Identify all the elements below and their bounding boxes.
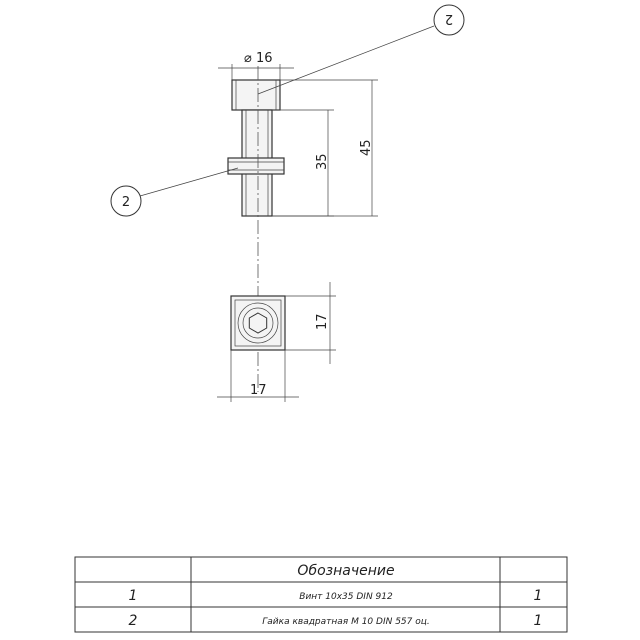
balloon-label-bolt: 2 — [444, 11, 454, 26]
dim-nut-width: 17 — [250, 383, 267, 398]
table-header: Обозначение — [297, 563, 395, 579]
dim-head-diameter-symbol: ⌀ — [244, 51, 252, 66]
row-1-num: 1 — [128, 588, 138, 604]
balloon-callouts — [111, 5, 464, 216]
spec-table — [75, 557, 567, 632]
row-1-qty: 1 — [533, 588, 543, 604]
row-1-name: Винт 10x35 DIN 912 — [299, 592, 393, 602]
row-2-qty: 1 — [533, 613, 543, 629]
bolt-head — [232, 80, 280, 110]
dim-nut-height: 17 — [315, 313, 330, 330]
row-2-name: Гайка квадратная М 10 DIN 557 оц. — [262, 617, 430, 627]
row-2-num: 2 — [128, 613, 138, 629]
square-nut-side — [228, 158, 284, 174]
dim-thread-length: 35 — [315, 153, 330, 170]
dim-head-diameter: 16 — [256, 51, 273, 66]
nut-top-view — [231, 296, 285, 350]
dim-total-length: 45 — [359, 139, 374, 156]
balloon-label-nut: 2 — [121, 195, 131, 210]
square-nut-top — [231, 296, 285, 350]
